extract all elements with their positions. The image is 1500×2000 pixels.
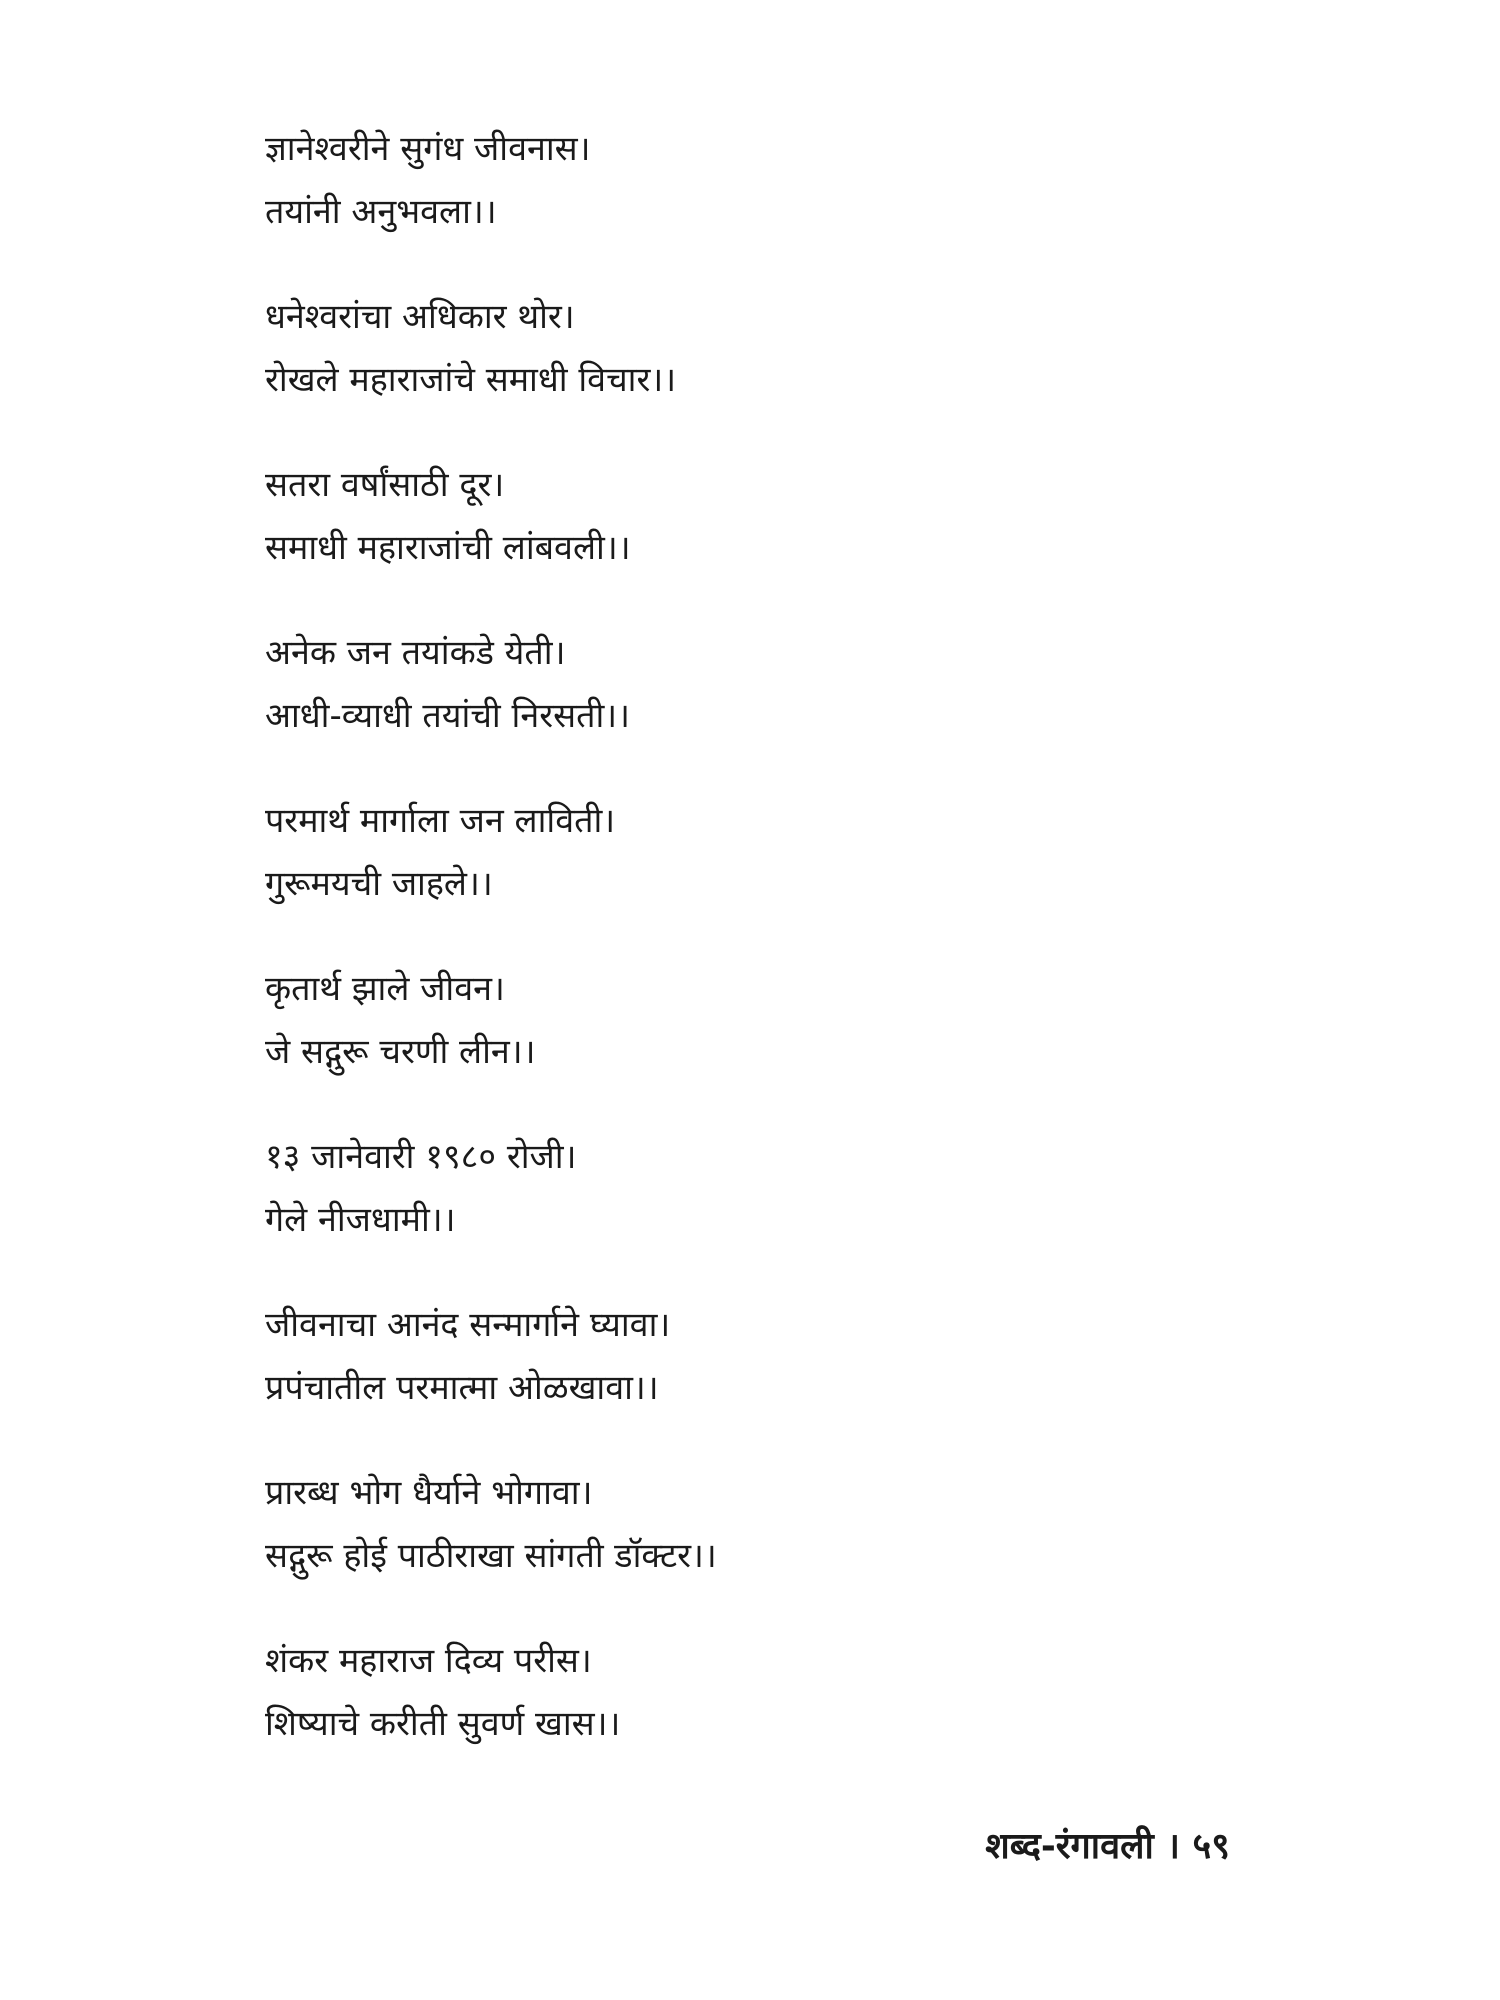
poem-line: आधी-व्याधी तयांची निरसती।। [265, 696, 631, 736]
poem-line: प्रपंचातील परमात्मा ओळखावा।। [265, 1368, 659, 1408]
poem-line: शिष्याचे करीती सुवर्ण खास।। [265, 1704, 621, 1744]
stanza [265, 118, 1265, 244]
stanza [265, 1126, 1265, 1252]
stanza [265, 1630, 1265, 1756]
poem-line: जे सद्गुरू चरणी लीन।। [265, 1032, 536, 1072]
stanza [265, 286, 1265, 412]
poem-line: तयांनी अनुभवला।। [265, 192, 497, 232]
poem-line: सतरा वर्षांसाठी दूर। [265, 465, 505, 505]
poem-line: जीवनाचा आनंद सन्मार्गाने घ्यावा। [265, 1305, 671, 1345]
poem-body [265, 118, 1265, 1798]
poem-line: गेले नीजधामी।। [265, 1200, 456, 1240]
stanza [265, 790, 1265, 916]
stanza [265, 1294, 1265, 1420]
poem-line: शंकर महाराज दिव्य परीस। [265, 1641, 592, 1681]
poem-line: गुरूमयची जाहले।। [265, 864, 493, 904]
poem-line: धनेश्वरांचा अधिकार थोर। [265, 297, 575, 337]
poem-line: सद्गुरू होई पाठीराखा सांगती डॉक्टर।। [265, 1536, 717, 1576]
poem-line: रोखले महाराजांचे समाधी विचार।। [265, 360, 677, 400]
poem-line: परमार्थ मार्गाला जन लाविती। [265, 801, 616, 841]
stanza [265, 622, 1265, 748]
poem-line: कृतार्थ झाले जीवन। [265, 969, 505, 1009]
page-footer: शब्द-रंगावली । ५९ [985, 1826, 1230, 1867]
stanza [265, 958, 1265, 1084]
stanza [265, 454, 1265, 580]
poem-line: प्रारब्ध भोग धैर्याने भोगावा। [265, 1473, 593, 1513]
poem-line: १३ जानेवारी १९८० रोजी। [265, 1137, 577, 1177]
poem-line: ज्ञानेश्वरीने सुगंध जीवनास। [265, 129, 591, 169]
poem-line: अनेक जन तयांकडे येती। [265, 633, 566, 673]
poem-line: समाधी महाराजांची लांबवली।। [265, 528, 631, 568]
stanza [265, 1462, 1265, 1588]
